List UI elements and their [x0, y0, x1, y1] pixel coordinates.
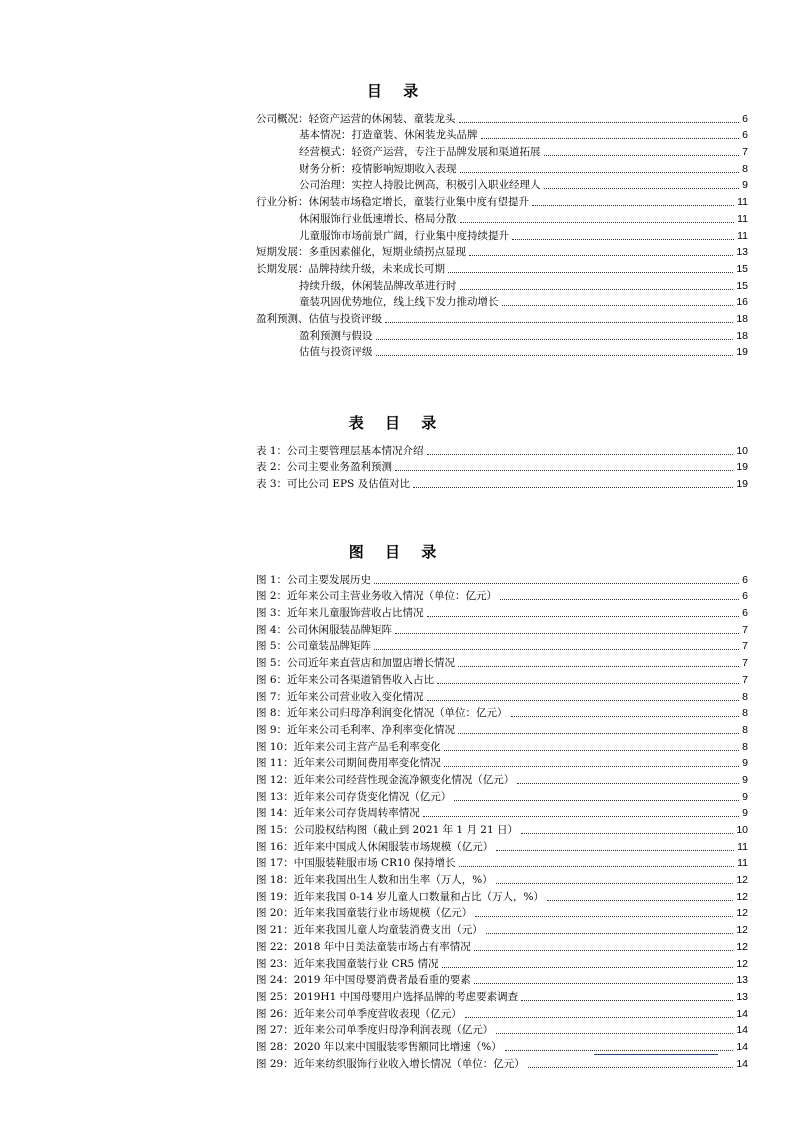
dot-leader: [544, 155, 740, 156]
toc-entry-label: 童装巩固优势地位，线上线下发力推动增长: [299, 296, 499, 309]
figure-entry-label: 图 14：近年来公司存货周转率情况: [256, 807, 420, 820]
toc-entry-page: 15: [736, 262, 748, 275]
dot-leader: [427, 454, 734, 455]
toc-entry-page: 18: [736, 329, 748, 342]
figure-entry[interactable]: [256, 738, 748, 755]
dot-leader: [500, 599, 739, 600]
dot-leader: [521, 1000, 733, 1001]
toc-entry-label: 长期发展：品牌持续升级，未来成长可期: [256, 262, 445, 275]
figure-entry[interactable]: [256, 871, 748, 888]
dot-leader: [528, 1067, 734, 1068]
figure-entry-page: 8: [742, 690, 748, 703]
footer-rule: [594, 1054, 718, 1055]
toc-entry-label: 短期发展：多重因素催化，短期业绩拐点显现: [256, 246, 466, 259]
figure-entry[interactable]: [256, 788, 748, 805]
dot-leader: [444, 750, 739, 751]
dot-leader: [496, 1033, 733, 1034]
figure-entry-page: 9: [742, 790, 748, 803]
figure-entry-page: 12: [736, 924, 748, 937]
tables-list: [256, 442, 748, 492]
figure-entry-label: 图 16：近年来中国成人休闲服装市场规模（亿元）: [256, 840, 494, 853]
dot-leader: [458, 666, 739, 667]
dot-leader: [511, 716, 740, 717]
figure-entry[interactable]: [256, 838, 748, 855]
toc-entry[interactable]: [256, 110, 748, 127]
table-entry[interactable]: [256, 459, 748, 476]
figure-entry[interactable]: [256, 1055, 748, 1072]
figure-entry-page: 11: [737, 857, 748, 870]
figure-entry[interactable]: [256, 621, 748, 638]
dot-leader: [442, 967, 734, 968]
toc-entry-label: 盈利预测与假设: [299, 329, 373, 342]
table-entry-label: 表 1：公司主要管理层基本情况介绍: [256, 444, 424, 457]
figure-entry-label: 图 7：近年来公司营业收入变化情况: [256, 690, 424, 703]
dot-leader: [486, 933, 734, 934]
figure-entry[interactable]: [256, 855, 748, 872]
toc-entry-label: 估值与投资评级: [299, 346, 373, 359]
toc-entry-page: 16: [736, 296, 748, 309]
figure-entry[interactable]: [256, 905, 748, 922]
dot-leader: [460, 172, 740, 173]
figure-entry[interactable]: [256, 688, 748, 705]
toc-entry-page: 6: [742, 129, 748, 142]
figure-entry[interactable]: [256, 1005, 748, 1022]
figure-entry-label: 图 11：近年来公司期间费用率变化情况: [256, 757, 441, 770]
dot-leader: [395, 470, 733, 471]
figure-entry-page: 9: [742, 773, 748, 786]
figure-entry[interactable]: [256, 671, 748, 688]
figure-entry-label: 图 21：近年来我国儿童人均童装消费支出（元）: [256, 924, 483, 937]
figure-entry-page: 6: [742, 607, 748, 620]
dot-leader: [376, 355, 734, 356]
dot-leader: [376, 339, 734, 340]
dot-leader: [496, 883, 734, 884]
toc-entry[interactable]: [256, 277, 748, 294]
figure-entry-page: 6: [742, 573, 748, 586]
figure-entry-page: 8: [742, 707, 748, 720]
table-entry-page: 10: [736, 444, 748, 457]
figure-entry-label: 图 6：近年来公司各渠道销售收入占比: [256, 673, 435, 686]
toc-entry-label: 财务分析：疫情影响短期收入表现: [299, 162, 457, 175]
dot-leader: [521, 833, 733, 834]
figures-title: 图 目 录: [348, 543, 445, 561]
dot-leader: [437, 683, 739, 684]
toc-entry-label: 儿童服饰市场前景广阔，行业集中度持续提升: [299, 229, 509, 242]
toc-entry-page: 13: [736, 246, 748, 259]
toc-entry[interactable]: [256, 160, 748, 177]
figures-list: [256, 571, 748, 1072]
dot-leader: [444, 766, 739, 767]
dot-leader: [413, 487, 733, 488]
dot-leader: [465, 1017, 734, 1018]
dot-leader: [385, 322, 733, 323]
toc-entry-page: 11: [737, 196, 748, 209]
figure-entry-page: 14: [736, 1007, 748, 1020]
dot-leader: [505, 1050, 734, 1051]
figure-entry-page: 12: [736, 907, 748, 920]
dot-leader: [395, 633, 739, 634]
toc-entry-label: 公司治理：实控人持股比例高，积极引入职业经理人: [299, 179, 541, 192]
figure-entry-label: 图 17：中国服装鞋服市场 CR10 保持增长: [256, 857, 456, 870]
figure-entry-label: 图 8：近年来公司归母净利润变化情况（单位：亿元）: [256, 707, 508, 720]
figure-entry[interactable]: [256, 1038, 748, 1055]
toc-entry-label: 经营模式：轻资产运营，专注于品牌发展和渠道拓展: [299, 146, 541, 159]
dot-leader: [532, 205, 734, 206]
toc-entry[interactable]: [256, 244, 748, 261]
figure-entry[interactable]: [256, 921, 748, 938]
dot-leader: [517, 783, 739, 784]
figure-entry[interactable]: [256, 588, 748, 605]
figure-entry-page: 8: [742, 740, 748, 753]
dot-leader: [374, 583, 739, 584]
figure-entry-page: 11: [737, 840, 748, 853]
figure-entry[interactable]: [256, 654, 748, 671]
toc-entry-label: 行业分析：休闲装市场稳定增长，童装行业集中度有望提升: [256, 196, 529, 209]
table-entry-page: 19: [736, 461, 748, 474]
figure-entry-page: 9: [742, 807, 748, 820]
figure-entry-page: 7: [742, 640, 748, 653]
dot-leader: [469, 255, 733, 256]
dot-leader: [547, 900, 733, 901]
toc-entry[interactable]: [256, 294, 748, 311]
toc-entry-label: 基本情况：打造童装、休闲装龙头品牌: [299, 129, 478, 142]
dot-leader: [458, 733, 739, 734]
figure-entry[interactable]: [256, 955, 748, 972]
dot-leader: [460, 222, 735, 223]
figure-entry-label: 图 18：近年来我国出生人数和出生率（万人，%）: [256, 874, 493, 887]
dot-leader: [459, 122, 740, 123]
figure-entry-label: 图 19：近年来我国 0-14 岁儿童人口数量和占比（万人，%）: [256, 890, 544, 903]
toc-list: [256, 110, 748, 360]
figure-entry[interactable]: [256, 771, 748, 788]
figure-entry[interactable]: [256, 1022, 748, 1039]
toc-entry-label: 持续升级，休闲装品牌改革进行时: [299, 279, 457, 292]
figure-entry-label: 图 20：近年来我国童装行业市场规模（亿元）: [256, 907, 473, 920]
figure-entry-page: 14: [736, 1040, 748, 1053]
figure-entry-label: 图 3：近年来儿童服饰营收占比情况: [256, 607, 424, 620]
table-entry[interactable]: [256, 442, 748, 459]
dot-leader: [481, 138, 740, 139]
figure-entry[interactable]: [256, 988, 748, 1005]
toc-entry[interactable]: [256, 260, 748, 277]
figure-entry-page: 13: [736, 974, 748, 987]
figure-entry[interactable]: [256, 705, 748, 722]
figure-entry-label: 图 22：2018 年中日美法童装市场占有率情况: [256, 940, 471, 953]
figure-entry-label: 图 10：近年来公司主营产品毛利率变化: [256, 740, 441, 753]
dot-leader: [544, 188, 740, 189]
toc-entry[interactable]: [256, 327, 748, 344]
figure-entry-page: 12: [736, 874, 748, 887]
dot-leader: [502, 305, 734, 306]
figure-entry-label: 图 25：2019H1 中国母婴用户选择品牌的考虑要素调查: [256, 990, 519, 1003]
figure-entry-label: 图 2：近年来公司主营业务收入情况（单位：亿元）: [256, 590, 498, 603]
toc-entry-page: 11: [737, 229, 748, 242]
dot-leader: [460, 289, 734, 290]
toc-entry[interactable]: [256, 177, 748, 194]
figure-entry-page: 14: [736, 1024, 748, 1037]
toc-entry-label: 盈利预测、估值与投资评级: [256, 312, 382, 325]
table-entry[interactable]: [256, 475, 748, 492]
figure-entry[interactable]: [256, 571, 748, 588]
figure-entry[interactable]: [256, 888, 748, 905]
toc-entry-page: 18: [736, 312, 748, 325]
toc-entry-page: 7: [742, 146, 748, 159]
figure-entry-page: 7: [742, 673, 748, 686]
table-entry-label: 表 2：公司主要业务盈利预测: [256, 461, 393, 474]
figure-entry-label: 图 5：公司近年来直营店和加盟店增长情况: [256, 657, 456, 670]
figure-entry-label: 图 28：2020 年以来中国服装零售额同比增速（%）: [256, 1040, 502, 1053]
figure-entry-page: 12: [736, 940, 748, 953]
figure-entry-label: 图 13：近年来公司存货变化情况（亿元）: [256, 790, 452, 803]
dot-leader: [474, 950, 734, 951]
figure-entry-page: 8: [742, 723, 748, 736]
toc-entry[interactable]: [256, 344, 748, 361]
figure-entry[interactable]: [256, 638, 748, 655]
figure-entry-label: 图 27：近年来公司单季度归母净利润表现（亿元）: [256, 1024, 494, 1037]
dot-leader: [496, 850, 734, 851]
figure-entry-label: 图 15：公司股权结构图（截止到 2021 年 1 月 21 日）: [256, 824, 518, 836]
figure-entry-page: 10: [736, 824, 748, 836]
figure-entry[interactable]: [256, 938, 748, 955]
dot-leader: [454, 800, 739, 801]
toc-entry[interactable]: [256, 310, 748, 327]
figure-entry-page: 7: [742, 657, 748, 670]
figure-entry[interactable]: [256, 755, 748, 772]
figure-entry-label: 图 4：公司休闲服装品牌矩阵: [256, 623, 393, 636]
dot-leader: [448, 272, 733, 273]
toc-entry[interactable]: [256, 143, 748, 160]
figure-entry-label: 图 5：公司童装品牌矩阵: [256, 640, 372, 653]
dot-leader: [475, 916, 733, 917]
toc-entry-page: 11: [737, 212, 748, 225]
toc-entry-page: 9: [742, 179, 748, 192]
toc-entry-page: 15: [736, 279, 748, 292]
figure-entry-label: 图 29：近年来纺织服饰行业收入增长情况（单位：亿元）: [256, 1057, 525, 1070]
figure-entry-page: 6: [742, 590, 748, 603]
toc-entry[interactable]: [256, 193, 748, 210]
figure-entry-label: 图 9：近年来公司毛利率、净利率变化情况: [256, 723, 456, 736]
toc-entry[interactable]: [256, 227, 748, 244]
toc-entry-page: 8: [742, 162, 748, 175]
dot-leader: [512, 239, 734, 240]
dot-leader: [474, 983, 734, 984]
figure-entry-label: 图 1：公司主要发展历史: [256, 573, 372, 586]
figure-entry-label: 图 24：2019 年中国母婴消费者最看重的要素: [256, 974, 471, 987]
figure-entry[interactable]: [256, 721, 748, 738]
figure-entry[interactable]: [256, 972, 748, 989]
table-entry-page: 19: [736, 478, 748, 491]
figure-entry-page: 7: [742, 623, 748, 636]
figure-entry-page: 13: [736, 990, 748, 1003]
dot-leader: [427, 616, 740, 617]
figure-entry-page: 12: [736, 957, 748, 970]
figure-entry-page: 14: [736, 1057, 748, 1070]
dot-leader: [374, 649, 739, 650]
toc-entry-label: 公司概况：轻资产运营的休闲装、童装龙头: [256, 112, 456, 125]
toc-entry[interactable]: [256, 210, 748, 227]
figure-entry-label: 图 12：近年来公司经营性现金流净额变化情况（亿元）: [256, 773, 515, 786]
figure-entry[interactable]: [256, 805, 748, 822]
toc-entry-page: 19: [736, 346, 748, 359]
figure-entry-page: 9: [742, 757, 748, 770]
toc-entry-label: 休闲服饰行业低速增长、格局分散: [299, 212, 457, 225]
toc-entry-page: 6: [742, 112, 748, 125]
tables-title: 表 目 录: [348, 414, 445, 432]
dot-leader: [459, 866, 734, 867]
figure-entry[interactable]: [256, 821, 748, 838]
toc-title: 目 录: [366, 82, 427, 100]
figure-entry-label: 图 26：近年来公司单季度营收表现（亿元）: [256, 1007, 462, 1020]
dot-leader: [427, 700, 740, 701]
dot-leader: [423, 816, 739, 817]
table-entry-label: 表 3：可比公司 EPS 及估值对比: [256, 478, 411, 491]
figure-entry-page: 12: [736, 890, 748, 903]
figure-entry[interactable]: [256, 604, 748, 621]
toc-entry[interactable]: [256, 127, 748, 144]
figure-entry-label: 图 23：近年来我国童装行业 CR5 情况: [256, 957, 439, 970]
